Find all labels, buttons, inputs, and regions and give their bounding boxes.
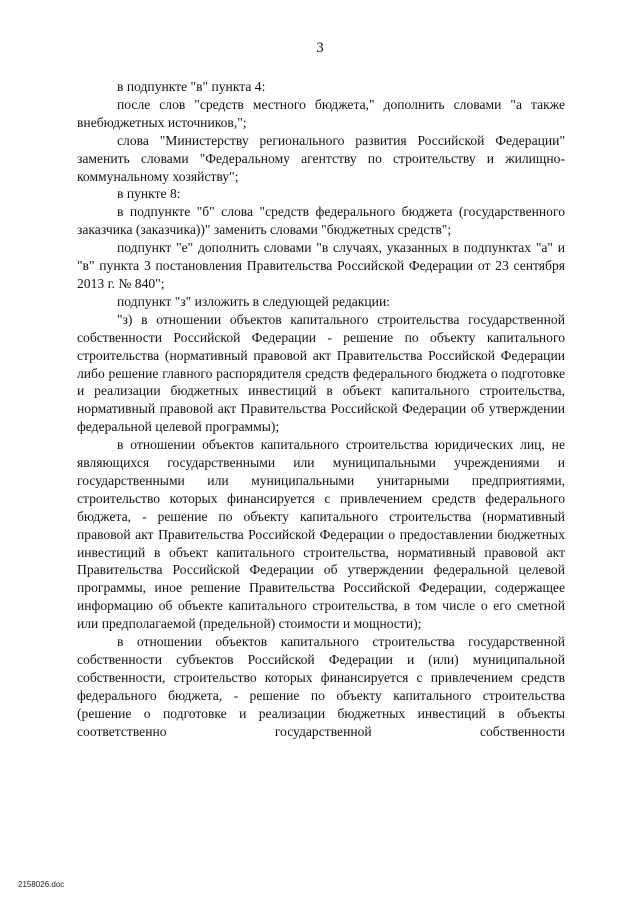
document-body xyxy=(77,78,565,741)
paragraph: подпункт "е" дополнить словами "в случаях, указанных в подпунктах "а" и "в" пункта 3 постановления Правительства Российской Федерации от 23 сентября 2013 г. № 840"; xyxy=(77,240,565,291)
paragraph: "з) в отношении объектов капитального строительства государственной собственности Российской Федерации - решение по объекту капитального строительства (нормативный правовой акт Правительства Российской Федерации либо решение главного распорядителя средств федерального бюджета о подготовке и реализации бюджетных инвестиций в объект капитального строительства, нормативный правовой акт Правительства Российской Федерации об утверждении федеральной целевой программы); xyxy=(77,311,565,435)
paragraph: в подпункте "б" слова "средств федерального бюджета (государственного заказчика (заказчика))" заменить словами "бюджетных средств"; xyxy=(77,204,565,238)
paragraph: в отношении объектов капитального строительства государственной собственности субъектов Российской Федерации и (или) муниципальной собственности, строительство которых финансируется с привлечением средств федерального бюджета, - решение по объекту капитального строительства (решение о подготовке и реализации бюджетных инвестиций в объекты соответственно государственной собственности xyxy=(77,634,565,739)
paragraph: в отношении объектов капитального строительства юридических лиц, не являющихся государственными или муниципальными учреждениями и государственными или муниципальными унитарными предприятиями, строительство которых финансируется с привлечением средств федерального бюджета, - решение по объекту капитального строительства (нормативный правовой акт Правительства Российской Федерации о предоставлении бюджетных инвестиций в объект капитального строительства, нормативный правовой акт Правительства Российской Федерации об утверждении федеральной целевой программы, иное решение Правительства Российской Федерации, содержащее информацию об объекте капитального строительства, в том числе о его сметной или предполагаемой (предельной) стоимости и мощности); xyxy=(77,437,565,632)
paragraph: в пункте 8: xyxy=(117,186,181,202)
file-name-footer: 2158026.doc xyxy=(18,880,65,889)
page-number: 3 xyxy=(316,40,324,56)
paragraph: после слов "средств местного бюджета," дополнить словами "а также внебюджетных источников,"; xyxy=(77,96,565,130)
paragraph: слова "Министерству регионального развития Российской Федерации" заменить словами "Федеральному агентству по строительству и жилищно-коммунальному хозяйству"; xyxy=(77,132,565,184)
paragraph: в подпункте "в" пункта 4: xyxy=(117,79,266,94)
paragraph: подпункт "з" изложить в следующей редакции: xyxy=(117,293,391,309)
